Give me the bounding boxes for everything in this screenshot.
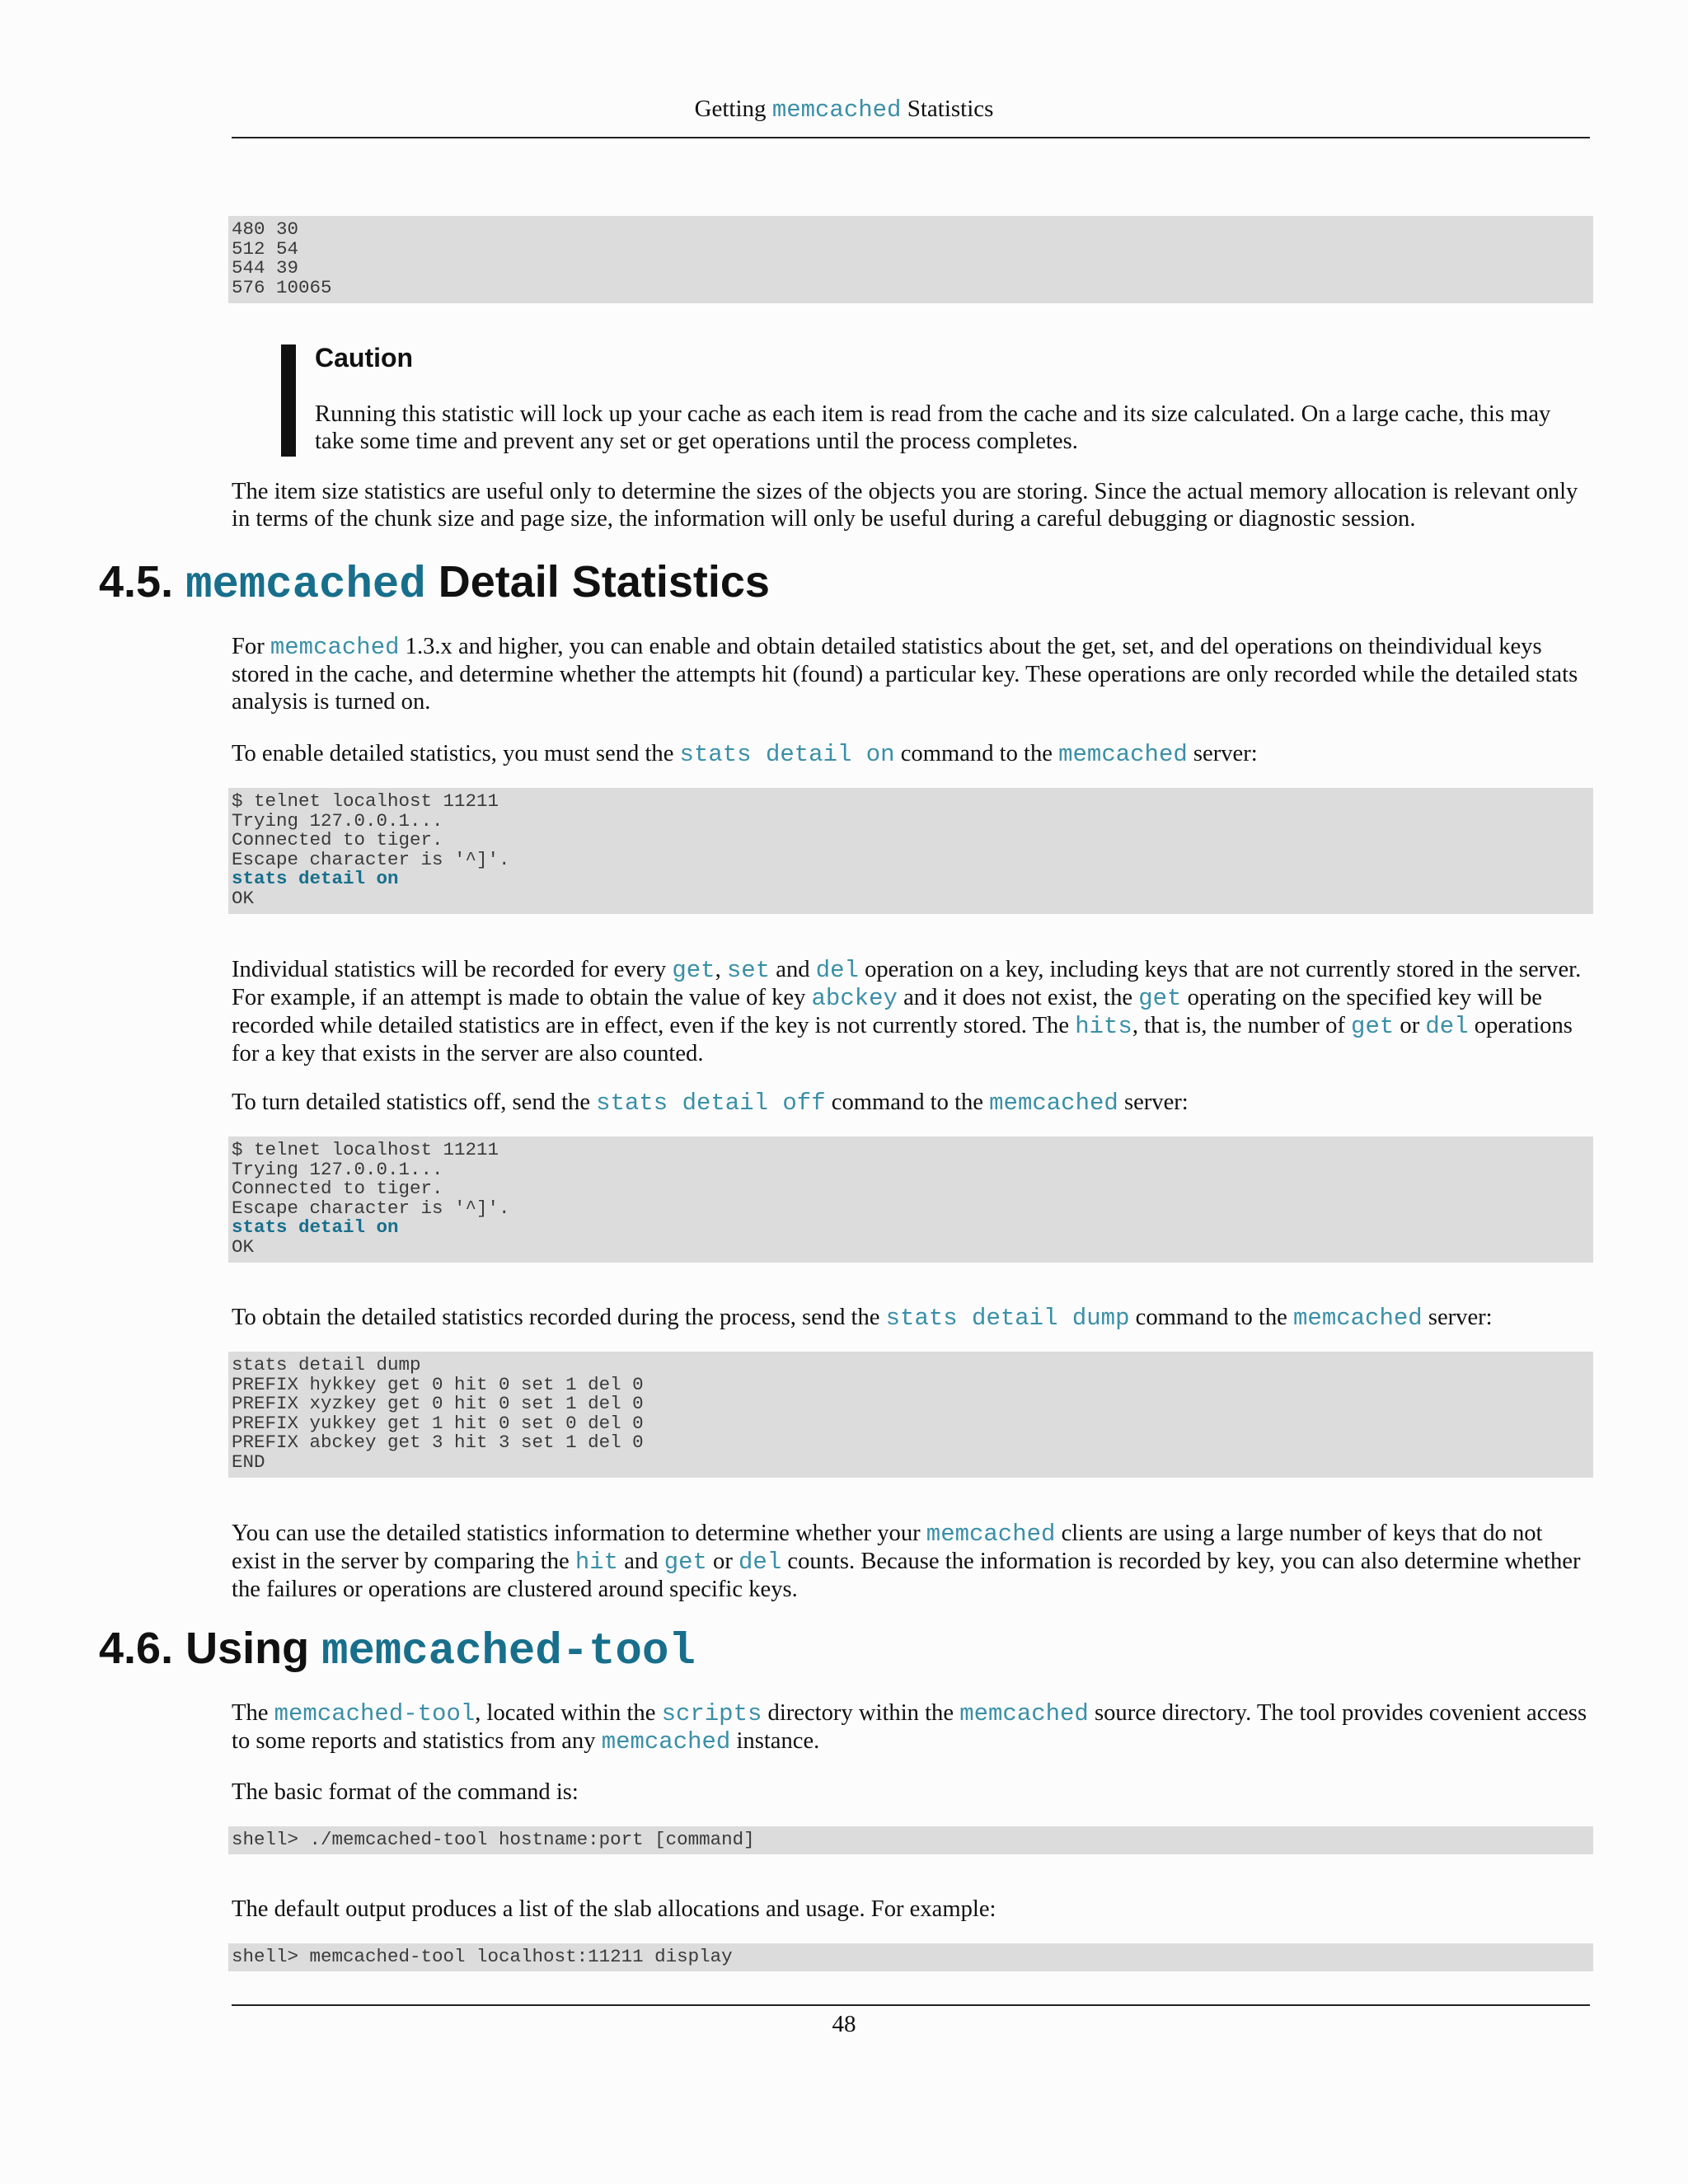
text: instance. [730,1728,820,1754]
code-line: $ telnet localhost 11211 [232,1139,499,1160]
inline-code: scripts [661,1700,762,1727]
code-line: Connected to tiger. [232,1178,443,1200]
text: , [715,957,727,982]
basic-format-paragraph: The basic format of the command is: [232,1779,579,1805]
inline-code: stats detail off [596,1090,826,1117]
header-text-end: Statistics [901,96,994,122]
individual-stats-paragraph [232,956,1592,1067]
code-line-highlight: stats detail on [232,1216,399,1239]
text: or [1394,1013,1426,1038]
inline-code: memcached [926,1521,1056,1548]
text: directory within the [762,1700,960,1726]
code-line: $ telnet localhost 11211 [232,790,499,812]
code-line: PREFIX hykkey get 0 hit 0 set 1 del 0 [232,1373,644,1395]
section-command: memcached-tool [321,1627,696,1677]
use-stats-paragraph [232,1520,1592,1603]
inline-code: memcached [1293,1305,1423,1332]
item-size-paragraph: The item size statistics are useful only to determine the sizes of the objects you are storing. Since the actual memory allocation is relevant only in terms of the chunk size and page size, the information will only be useful during a careful debugging or diagnostic session. [232,479,1578,532]
enable-paragraph [232,740,1592,768]
text: command to the [1129,1305,1294,1330]
caution-title: Caution [315,343,414,373]
text: command to the [825,1090,990,1115]
code-block-item-sizes [228,216,1593,303]
footer-rule [232,2004,1590,2006]
code-line: Trying 127.0.0.1... [232,809,443,832]
section-title: Using [173,1624,322,1673]
inline-code: set [726,957,771,984]
inline-code: memcached [989,1090,1118,1117]
text: or [706,1549,739,1574]
text: The [232,1700,274,1726]
text: and [618,1549,664,1574]
inline-code: get [663,1549,707,1576]
code-line: PREFIX abckey get 3 hit 3 set 1 del 0 [232,1432,644,1454]
inline-code: hit [574,1549,619,1576]
code-line: 480 30 [232,218,299,240]
code-line: END [232,1451,265,1473]
text: source directory. The tool provides covenient access to some reports and statistics from any [232,1700,1587,1754]
code-line: Escape character is '^]'. [232,848,510,870]
default-output-paragraph: The default output produces a list of the slab allocations and usage. For example: [232,1896,996,1922]
text: For [232,634,270,659]
code-block-off [228,1137,1593,1263]
code-line: 576 10065 [232,276,332,298]
code-line-highlight: stats detail on [232,868,399,890]
text: To turn detailed statistics off, send the [232,1090,597,1115]
code-line: PREFIX yukkey get 1 hit 0 set 0 del 0 [232,1412,644,1434]
text: You can use the detailed statistics information to determine whether your [232,1521,926,1546]
section-command: memcached [185,560,426,611]
text: operation on a key, including keys that are not currently stored in the server. For example, if an attempt is made to obtain the value of key [232,957,1582,1010]
section-heading-4-5 [99,557,770,611]
section-number: 4.5. [99,557,174,607]
inline-code: memcached-tool [274,1700,476,1727]
code-line: Trying 127.0.0.1... [232,1158,443,1180]
code-line: shell> memcached-tool localhost:11211 display [232,1946,733,1967]
code-block-dump [228,1352,1593,1478]
detail-intro-paragraph [232,633,1592,715]
text: 1.3.x and higher, you can enable and obtain detailed statistics about the get, set, and del operations on theindividual keys stored in the cache, and determine whether the attempts hit (found) a particular key. These operations are only recorded while the detailed stats analysis is turned on. [232,634,1578,715]
inline-code: get [1138,985,1182,1012]
dump-paragraph [232,1304,1592,1332]
text: operations for a key that exists in the server are also counted. [232,1013,1573,1066]
inline-code: memcached [601,1728,731,1755]
text: server: [1422,1305,1493,1330]
header-rule [232,137,1590,138]
inline-code: memcached [270,634,400,661]
inline-code: del [738,1549,782,1576]
text: , located within the [475,1700,662,1726]
inline-code: memcached [1058,741,1188,768]
section-heading-4-6 [99,1624,696,1677]
header-command: memcached [771,96,902,124]
turn-off-paragraph [232,1089,1592,1117]
text: server: [1118,1090,1189,1115]
text: and [770,957,816,982]
code-line: Connected to tiger. [232,829,443,851]
code-block-enable [228,788,1593,914]
text: Individual statistics will be recorded for every [232,957,673,982]
text: To obtain the detailed statistics recorded during the process, send the [232,1305,886,1330]
tool-intro-paragraph [232,1699,1592,1755]
text: To enable detailed statistics, you must send the [232,741,680,766]
code-line: PREFIX xyzkey get 0 hit 0 set 1 del 0 [232,1393,644,1415]
header-text: Getting [694,96,772,122]
text: command to the [894,741,1059,766]
text: clients are using a large number of keys that do not exist in the server by comparing the [232,1521,1543,1574]
section-title: Detail Statistics [425,557,770,607]
caution-bar [281,344,296,457]
text: , that is, the number of [1132,1013,1352,1038]
caution-text: Running this statistic will lock up your cache as each item is read from the cache and its size calculated. On a large cache, this may take some time and prevent any set or get operations until the process completes. [315,401,1551,454]
text: and it does not exist, the [897,985,1139,1010]
code-line: 512 54 [232,237,299,260]
inline-code: hits [1075,1013,1132,1040]
running-header [0,96,1688,124]
inline-code: del [1425,1013,1469,1040]
section-number: 4.6. [99,1624,174,1673]
inline-code: memcached [959,1700,1089,1727]
inline-code: del [815,957,859,984]
code-block-display [228,1943,1593,1971]
code-line: OK [232,1235,255,1258]
inline-code: stats detail on [679,741,895,768]
text: operating on the specified key will be recorded while detailed statistics are in effect, even if the key is not currently stored. The [232,985,1542,1038]
code-line: OK [232,887,255,909]
code-line: Escape character is '^]'. [232,1197,510,1219]
text: counts. Because the information is recorded by key, you can also determine whether the failures or operations are clustered around specific keys. [232,1549,1581,1602]
page-number: 48 [832,2011,856,2037]
text: server: [1187,741,1258,766]
code-line: shell> ./memcached-tool hostname:port [command] [232,1829,755,1850]
inline-code: stats detail dump [885,1305,1130,1332]
code-line: stats detail dump [232,1354,421,1376]
code-block-basic [228,1826,1593,1854]
inline-code: get [672,957,715,984]
inline-code: abckey [811,985,898,1012]
inline-code: get [1351,1013,1395,1040]
code-line: 544 39 [232,257,299,279]
